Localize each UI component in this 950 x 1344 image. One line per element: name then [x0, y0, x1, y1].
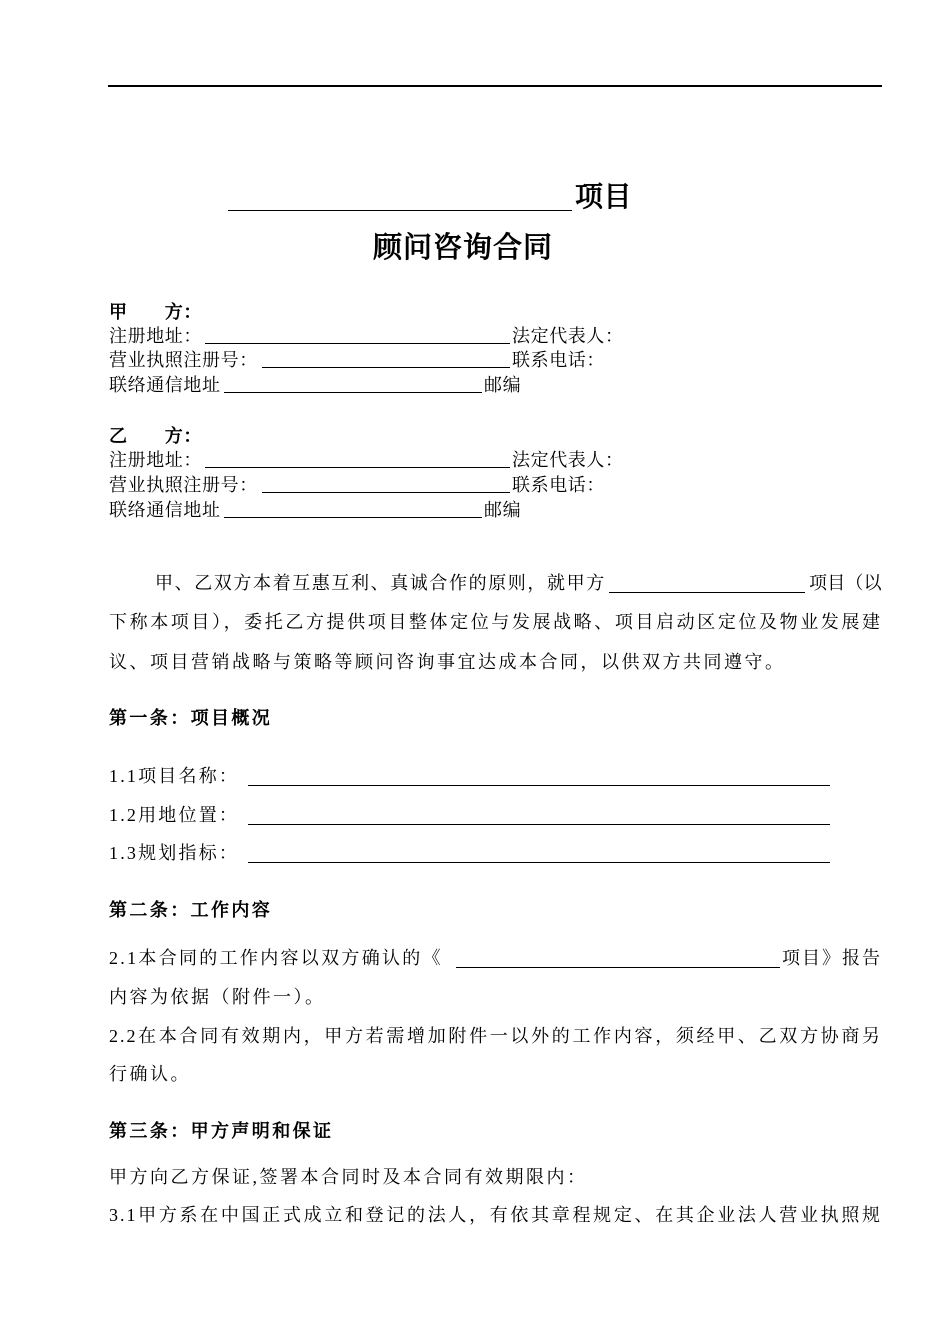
planning-indicators-blank [248, 862, 830, 863]
report-name-blank [456, 967, 780, 968]
party-b-address-blank [205, 467, 510, 468]
party-b-legal-rep-label: 法定代表人： [512, 450, 624, 470]
preamble-project-blank [609, 592, 805, 593]
party-b-license-blank [262, 492, 510, 493]
project-name-label: 1.1项目名称： [109, 766, 240, 786]
contract-title: 顾问咨询合同 [373, 232, 554, 264]
article-2-heading: 第二条：工作内容 [109, 900, 273, 920]
header-rule [108, 85, 882, 87]
preamble-line-3: 议、项目营销战略与策略等顾问咨询事宜达成本合同，以供双方共同遵守。 [109, 652, 786, 672]
planning-indicators-label: 1.3规划指标： [109, 843, 240, 863]
party-a-license-label: 营业执照注册号： [109, 350, 258, 370]
party-b-license-label: 营业执照注册号： [109, 475, 258, 495]
clause-2-1-end: 项目》报告 [782, 948, 882, 968]
party-b-mailing-address-blank [224, 517, 482, 518]
party-a-address-blank [205, 343, 510, 344]
party-b-postcode-label: 邮编 [484, 500, 522, 520]
clause-2-2-line-1: 2.2在本合同有效期内，甲方若需增加附件一以外的工作内容，须经甲、乙双方协商另 [109, 1026, 882, 1046]
article-1-heading: 第一条：项目概况 [109, 708, 273, 728]
party-b-mailing-address-label: 联络通信地址 [109, 500, 221, 520]
party-a-license-blank [262, 367, 510, 368]
party-b-phone-label: 联系电话： [512, 475, 605, 495]
party-a-mailing-address-blank [224, 392, 482, 393]
project-name-blank [228, 210, 572, 211]
party-a-address-label: 注册地址： [109, 326, 202, 346]
clause-2-1-start: 2.1本合同的工作内容以双方确认的《 [109, 948, 443, 968]
party-a-postcode-label: 邮编 [484, 375, 522, 395]
clause-2-1-line-2: 内容为依据（附件一）。 [109, 987, 326, 1007]
land-location-label: 1.2用地位置： [109, 805, 240, 825]
project-name-field-blank [248, 785, 830, 786]
party-b-address-label: 注册地址： [109, 450, 202, 470]
party-a-legal-rep-label: 法定代表人： [512, 326, 624, 346]
clause-3-1-line-1: 3.1甲方系在中国正式成立和登记的法人，有依其章程规定、在其企业法人营业执照规 [109, 1205, 882, 1225]
article-3-heading: 第三条：甲方声明和保证 [109, 1121, 334, 1141]
preamble-line-1-end: 项目（以 [809, 573, 882, 593]
party-a-label: 甲 方： [109, 302, 202, 322]
article-3-intro: 甲方向乙方保证,签署本合同时及本合同有效期限内： [109, 1167, 588, 1187]
party-a-mailing-address-label: 联络通信地址 [109, 375, 221, 395]
party-b-label: 乙 方： [109, 426, 202, 446]
clause-2-2-line-2: 行确认。 [109, 1064, 191, 1084]
preamble-line-2: 下称本项目），委托乙方提供项目整体定位与发展战略、项目启动区定位及物业发展建 [109, 612, 882, 632]
land-location-blank [248, 824, 830, 825]
party-a-phone-label: 联系电话： [512, 350, 605, 370]
preamble-line-1-start: 甲、乙双方本着互惠互利、真诚合作的原则，就甲方 [155, 573, 606, 593]
title-suffix: 项目 [575, 182, 633, 213]
